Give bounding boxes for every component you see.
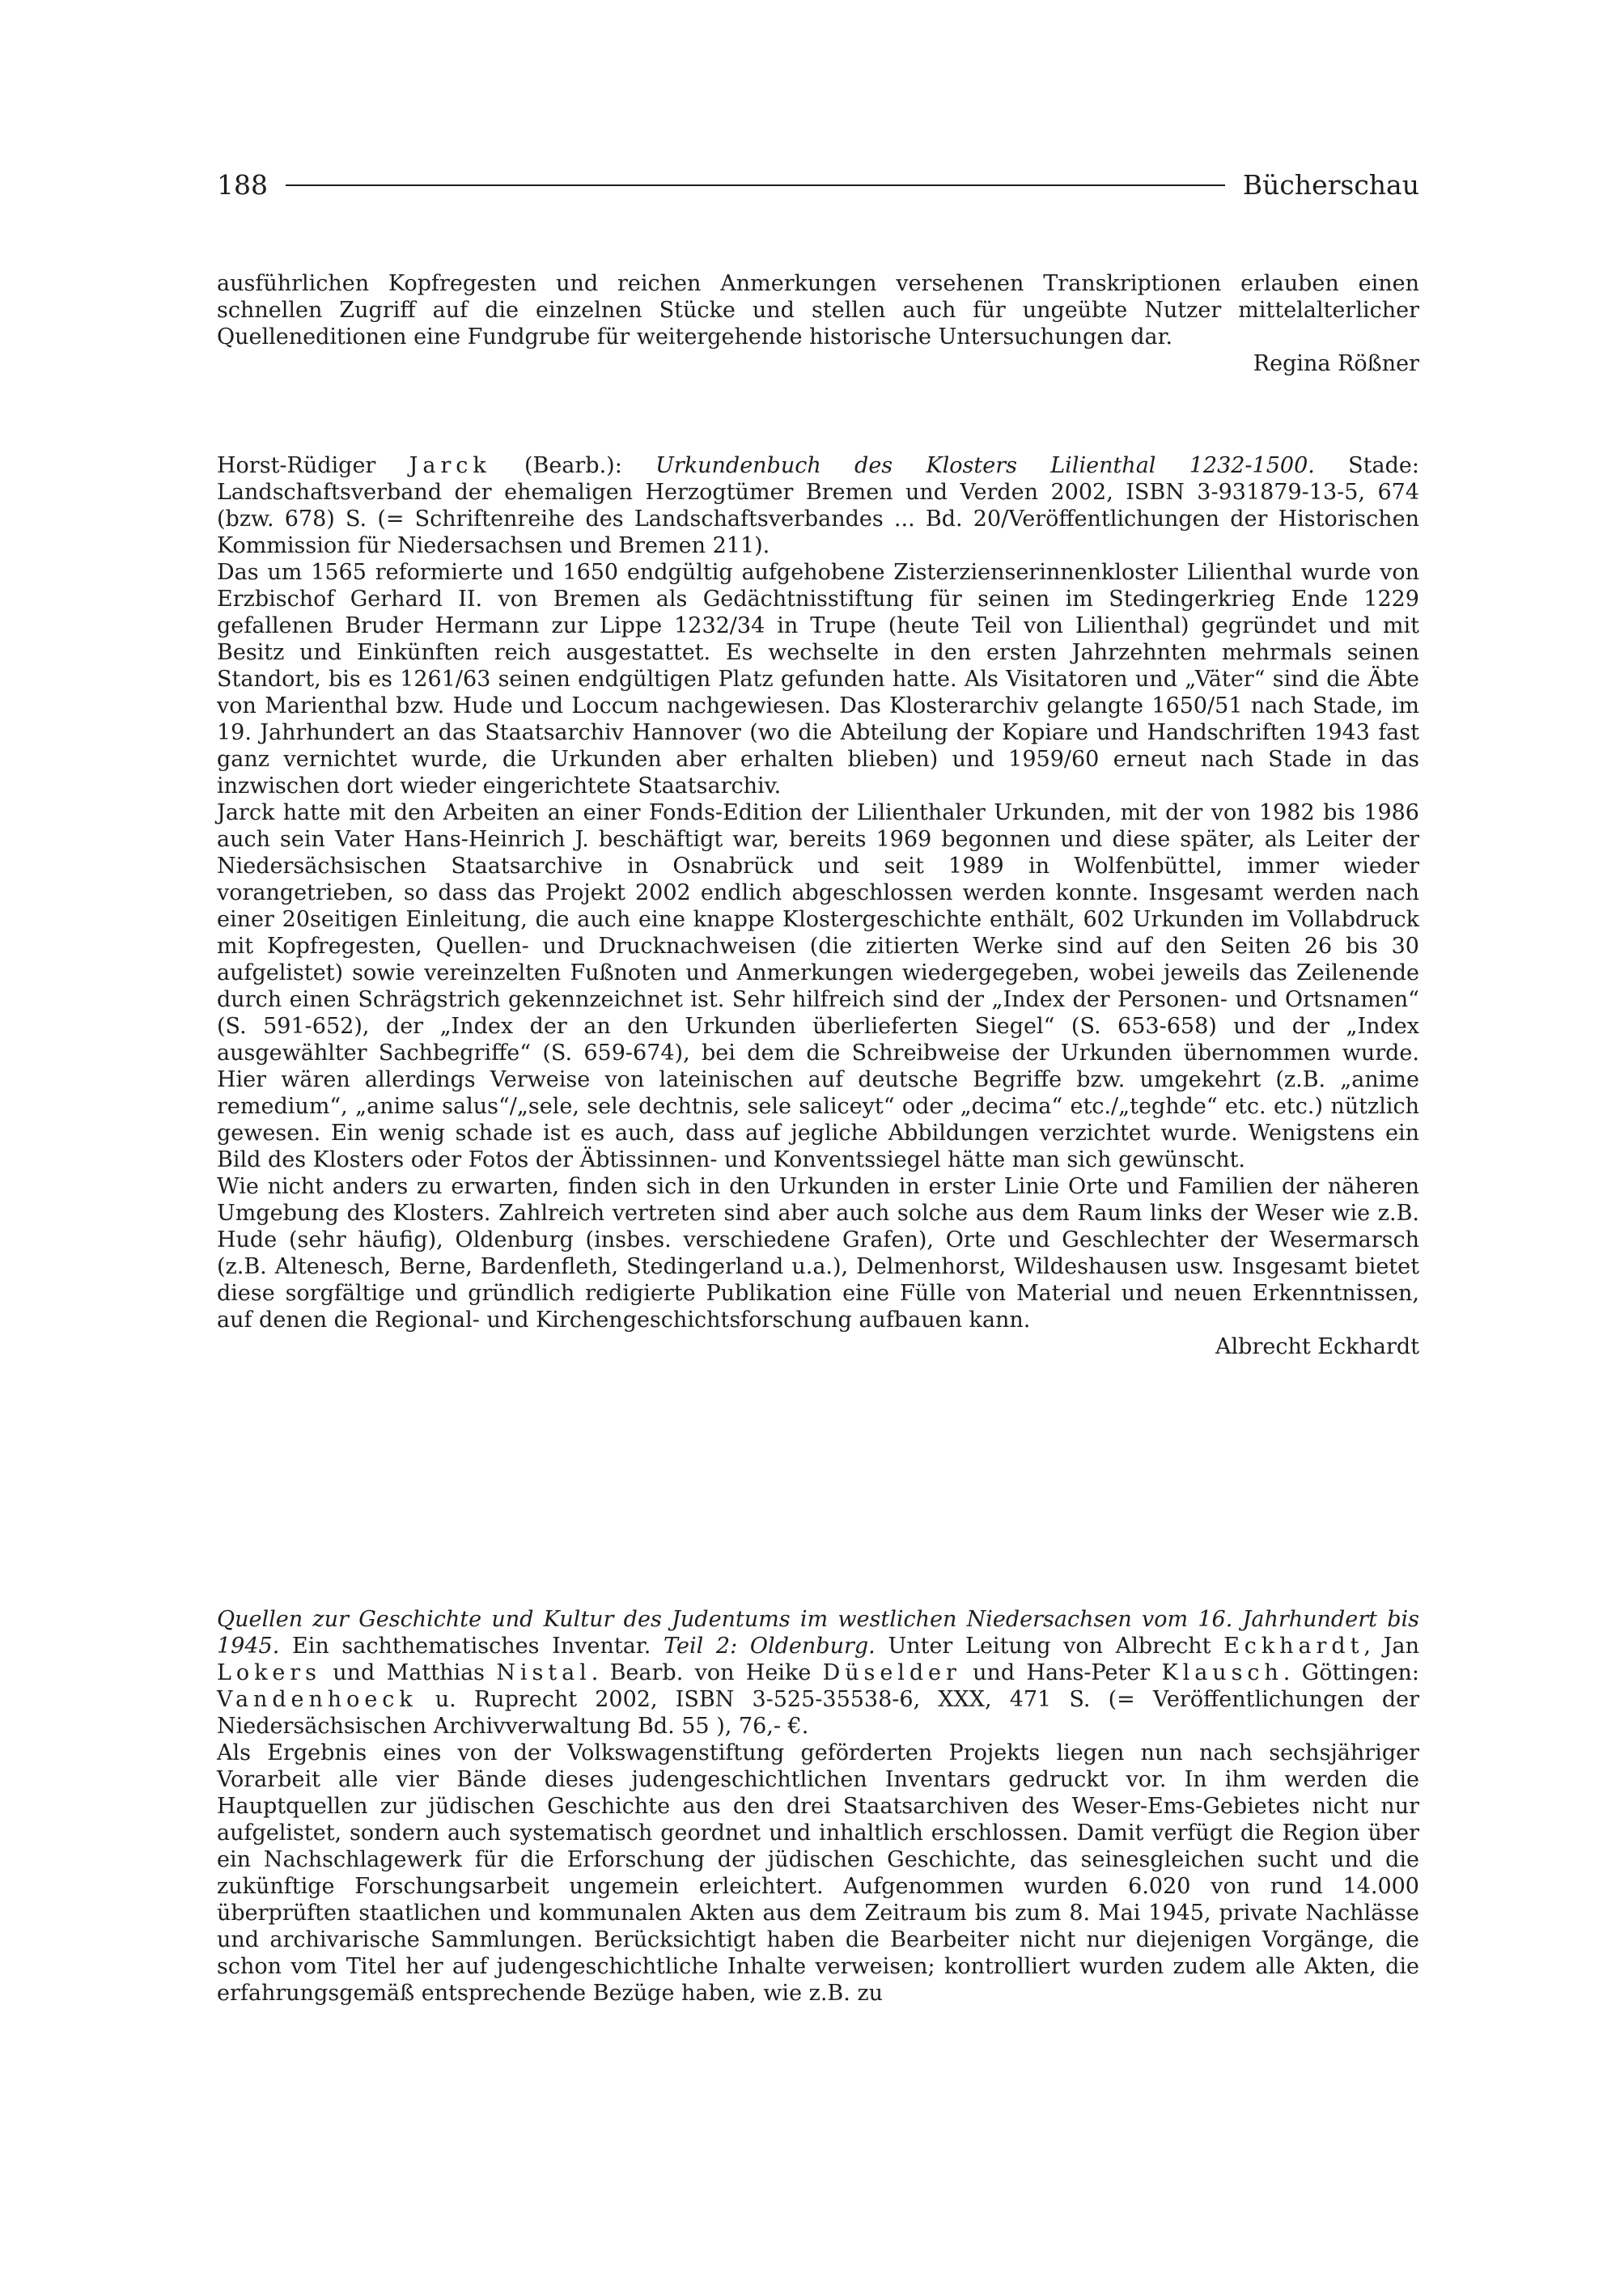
section-title: Bücherschau <box>1242 169 1419 201</box>
review2-role: (Bearb.): <box>524 453 622 478</box>
review2-author: Horst-Rüdiger <box>217 453 376 478</box>
running-head <box>217 165 1419 206</box>
review3-lead-in: Unter Leitung von Albrecht <box>888 1634 1211 1659</box>
review1-signature: Regina Rößner <box>1253 351 1419 376</box>
review3-editor-2: Lokers <box>217 1660 321 1685</box>
review3-part: Teil 2: Oldenburg. <box>664 1634 876 1659</box>
review2-signature: Albrecht Eckhardt <box>1215 1334 1419 1359</box>
review3-citation <box>217 1606 1419 1740</box>
review3-editor-5: Klausch <box>1161 1660 1283 1685</box>
review2-paragraph-3: Wie nicht anders zu erwarten, finden sich in den Urkunden in erster Linie Orte und Familien der näheren Umgebung des Klosters. Zahlreich vertreten sind aber auch solche aus dem Raum links der Weser wie z.B. Hude (sehr häufig), Oldenburg (insbes. verschiedene Grafen), Orte und Geschlechter der Wesermarsch (z.B. Altenesch, Berne, Bardenfleth, Stedingerland u.a.), Delmenhorst, Wildeshausen usw. Insgesamt bietet diese sorgfältige und gründlich redigierte Publikation eine Fülle von Material und neuen Erkenntnissen, auf denen die Regional- und Kirchengeschichtsforschung aufbauen kann. <box>217 1174 1419 1333</box>
review3-publication: u. Ruprecht 2002, ISBN 3-525-35538-6, XXX, 471 S. (= Veröffentlichungen der Niedersächsischen Archivverwaltung Bd. 55 ), 76,- €. <box>217 1687 1419 1739</box>
review3-sep-2: und Matthias <box>333 1660 486 1685</box>
review2-title: Urkundenbuch des Klosters Lilienthal 1232-1500. <box>655 453 1315 478</box>
review3-sep-1: , Jan <box>1363 1634 1419 1659</box>
review2-author-surname: Jarck <box>409 453 491 478</box>
review2-paragraph-1: Das um 1565 reformierte und 1650 endgültig aufgehobene Zisterzienserinnenkloster Lilienthal wurde von Erzbischof Gerhard II. von Bremen als Gedächtnisstiftung für seinen im Stedingerkrieg Ende 1229 gefallenen Bruder Hermann zur Lippe 1232/34 in Trupe (heute Teil von Lilienthal) gegründet und mit Besitz und Einkünften reich ausgestattet. Es wechselte in den ersten Jahrzehnten mehrmals seinen Standort, bis es 1261/63 seinen endgültigen Platz gefunden hatte. Als Visitatoren und „Väter“ sind die Äbte von Marienthal bzw. Hude und Loccum nachgewiesen. Das Klosterarchiv gelangte 1650/51 nach Stade, im 19. Jahrhundert an das Staatsarchiv Hannover (wo die Abteilung der Kopiare und Handschriften 1943 fast ganz vernichtet wurde, die Urkunden aber erhalten blieben) und 1959/60 erneut nach Stade in das inzwischen dort wieder eingerichtete Staatsarchiv. <box>217 560 1419 799</box>
review-lilienthal <box>217 452 1419 1360</box>
review3-editor-4: Düselder <box>822 1660 961 1685</box>
review2-citation <box>217 452 1419 559</box>
review3-editor-1: Eckhardt <box>1223 1634 1364 1659</box>
review2-publication: Stade: Landschaftsverband der ehemaligen Herzogtümer Bremen und Verden 2002, ISBN 3-931879-13-5, 674 (bzw. 678) S. (= Schriftenreihe des Landschaftsverbandes ... Bd. 20/Veröffentlichungen der Historischen Kommission für Niedersachsen und Bremen 211). <box>217 453 1419 558</box>
review3-sep-3: . Bearb. von Heike <box>591 1660 812 1685</box>
review-continuation <box>217 270 1419 377</box>
review3-sep-5: . Göttingen: <box>1283 1660 1419 1685</box>
review3-publisher: Vandenhoeck <box>217 1687 418 1712</box>
page-number: 188 <box>217 169 268 201</box>
review1-text: ausführlichen Kopfregesten und reichen Anmerkungen versehenen Transkriptionen erlauben einen schnellen Zugriff auf die einzelnen Stücke und stellen auch für ungeübte Nutzer mittelalterlicher Quelleneditionen eine Fundgrube für weitergehende historische Untersuchungen dar. <box>217 271 1419 350</box>
review-judentum <box>217 1606 1419 2007</box>
review3-title: Quellen zur Geschichte und Kultur des Judentums im westlichen Niedersachsen vom 16. Jahrhundert bis 1945. <box>217 1607 1419 1659</box>
review3-subtitle: Ein sachthematisches Inventar. <box>292 1634 651 1659</box>
review3-editor-3: Nistal <box>496 1660 592 1685</box>
review3-sep-4: und Hans-Peter <box>973 1660 1151 1685</box>
header-rule <box>286 184 1225 186</box>
review3-paragraph-1: Als Ergebnis eines von der Volkswagenstiftung geförderten Projekts liegen nun nach sechsjähriger Vorarbeit alle vier Bände dieses judengeschichtlichen Inventars gedruckt vor. In ihm werden die Hauptquellen zur jüdischen Geschichte aus den drei Staatsarchiven des Weser-Ems-Gebietes nicht nur aufgelistet, sondern auch systematisch geordnet und inhaltlich erschlossen. Damit verfügt die Region über ein Nachschlagewerk für die Erforschung der jüdischen Geschichte, das seinesgleichen sucht und die zukünftige Forschungsarbeit ungemein erleichtert. Aufgenommen wurden 6.020 von rund 14.000 überprüften staatlichen und kommunalen Akten aus dem Zeitraum bis zum 8. Mai 1945, private Nachlässe und archivarische Sammlungen. Berücksichtigt haben die Bearbeiter nicht nur diejenigen Vorgänge, die schon vom Titel her auf judengeschichtliche Inhalte verweisen; kontrolliert wurden zudem alle Akten, die erfahrungsgemäß entsprechende Bezüge haben, wie z.B. zu <box>217 1740 1419 2006</box>
review2-paragraph-2: Jarck hatte mit den Arbeiten an einer Fonds-Edition der Lilienthaler Urkunden, mit der von 1982 bis 1986 auch sein Vater Hans-Heinrich J. beschäftigt war, bereits 1969 begonnen und diese später, als Leiter der Niedersächsischen Staatsarchive in Osnabrück und seit 1989 in Wolfenbüttel, immer wieder vorangetrieben, so dass das Projekt 2002 endlich abgeschlossen werden konnte. Insgesamt werden nach einer 20seitigen Einleitung, die auch eine knappe Klostergeschichte enthält, 602 Urkunden im Vollabdruck mit Kopfregesten, Quellen- und Drucknachweisen (die zitierten Werke sind auf den Seiten 26 bis 30 aufgelistet) sowie vereinzelten Fußnoten und Anmerkungen wiedergegeben, wobei jeweils das Zeilenende durch einen Schrägstrich gekennzeichnet ist. Sehr hilfreich sind der „Index der Personen- und Ortsnamen“ (S. 591-652), der „Index der an den Urkunden überlieferten Siegel“ (S. 653-658) und der „Index ausgewählter Sachbegriffe“ (S. 659-674), bei dem die Schreibweise der Urkunden übernommen wurde. Hier wären allerdings Verweise von lateinischen auf deutsche Begriffe bzw. umgekehrt (z.B. „anime remedium“, „anime salus“/„sele, sele dechtnis, sele saliceyt“ oder „decima“ etc./„teghde“ etc. etc.) nützlich gewesen. Ein wenig schade ist es auch, dass auf jegliche Abbildungen verzichtet wurde. Wenigstens ein Bild des Klosters oder Fotos der Äbtissinnen- und Konventssiegel hätte man sich gewünscht. <box>217 800 1419 1172</box>
